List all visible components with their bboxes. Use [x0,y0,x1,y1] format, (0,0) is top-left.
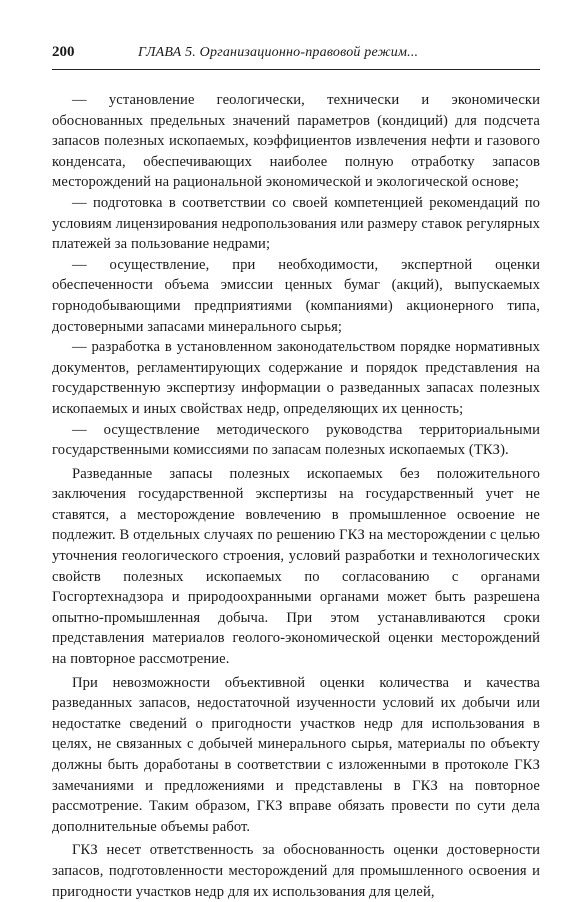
running-head: ГЛАВА 5. Организационно-правовой режим... [138,45,419,60]
list-item-conditions: — установление геологически, технически и экономически обоснованных предельных значений параметров (кондиций) для подсчета запасов полезных ископаемых, коэффициентов извлечения нефти и газового конденсата, обеспечивающих наиболее полную отработку запасов месторождений на рациональной экономической и экологической основе; [52,92,540,191]
list-item-normative-documents: — разработка в установленном законодательством порядке нормативных документов, регламентирующих содержание и порядок представления на государственную экспертизу информации о разведанных запасах полезных ископаемых и иных свойствах недр, определяющих их ценность; [52,339,540,417]
page-header [52,44,540,70]
book-page [52,44,540,902]
body-text [52,90,540,902]
page-number: 200 [52,44,75,60]
paragraph-objective-assessment: При невозможности объективной оценки количества и качества разведанных запасов, недостаточной изученности условий их добычи или недостатке сведений о пригодности участков недр для использования в целях, не связанных с добычей минерального сырья, материалы по объекту должны быть доработаны в соответствии с изложенными в протоколе ГКЗ замечаниями и предложениями и представлены в ГКЗ на повторное рассмотрение. Таким образом, ГКЗ вправе обязать провести по сути дела дополнительные объемы работ. [52,674,540,835]
paragraph-explored-reserves: Разведанные запасы полезных ископаемых без положительного заключения государственной экспертизы на государственный учет не ставятся, а месторождение вовлечению в промышленное освоение не подлежит. В отдельных случаях по решению ГКЗ на месторождении с целью уточнения геологического строения, условий разработки и технологических свойств полезных ископаемых по согласованию с органами Госгортехнадзора и природоохранными органами может быть разрешена опытно-промышленная добыча. При этом устанавливаются сроки представления материалов геолого-экономической оценки месторождений на повторное рассмотрение. [52,465,540,668]
list-item-securities: — осуществление, при необходимости, экспертной оценки обеспеченности объема эмиссии ценных бумаг (акций), выпускаемых горнодобывающими предприятиями (компаниями) акционерного типа, достоверными запасами минерального сырья; [52,256,540,335]
paragraph-gkz-responsibility: ГКЗ несет ответственность за обоснованность оценки достоверности запасов, подготовленности месторождений для промышленного освоения и пригодности участков недр для их использования для целей, [52,842,540,900]
list-item-licensing: — подготовка в соответствии со своей компетенцией рекомендаций по условиям лицензирования недропользования или размеру ставок регулярных платежей за пользование недрами; [52,194,540,253]
list-item-methodical-guidance: — осуществление методического руководства территориальными государственными комиссиями по запасам полезных ископаемых (ТКЗ). [52,421,540,459]
